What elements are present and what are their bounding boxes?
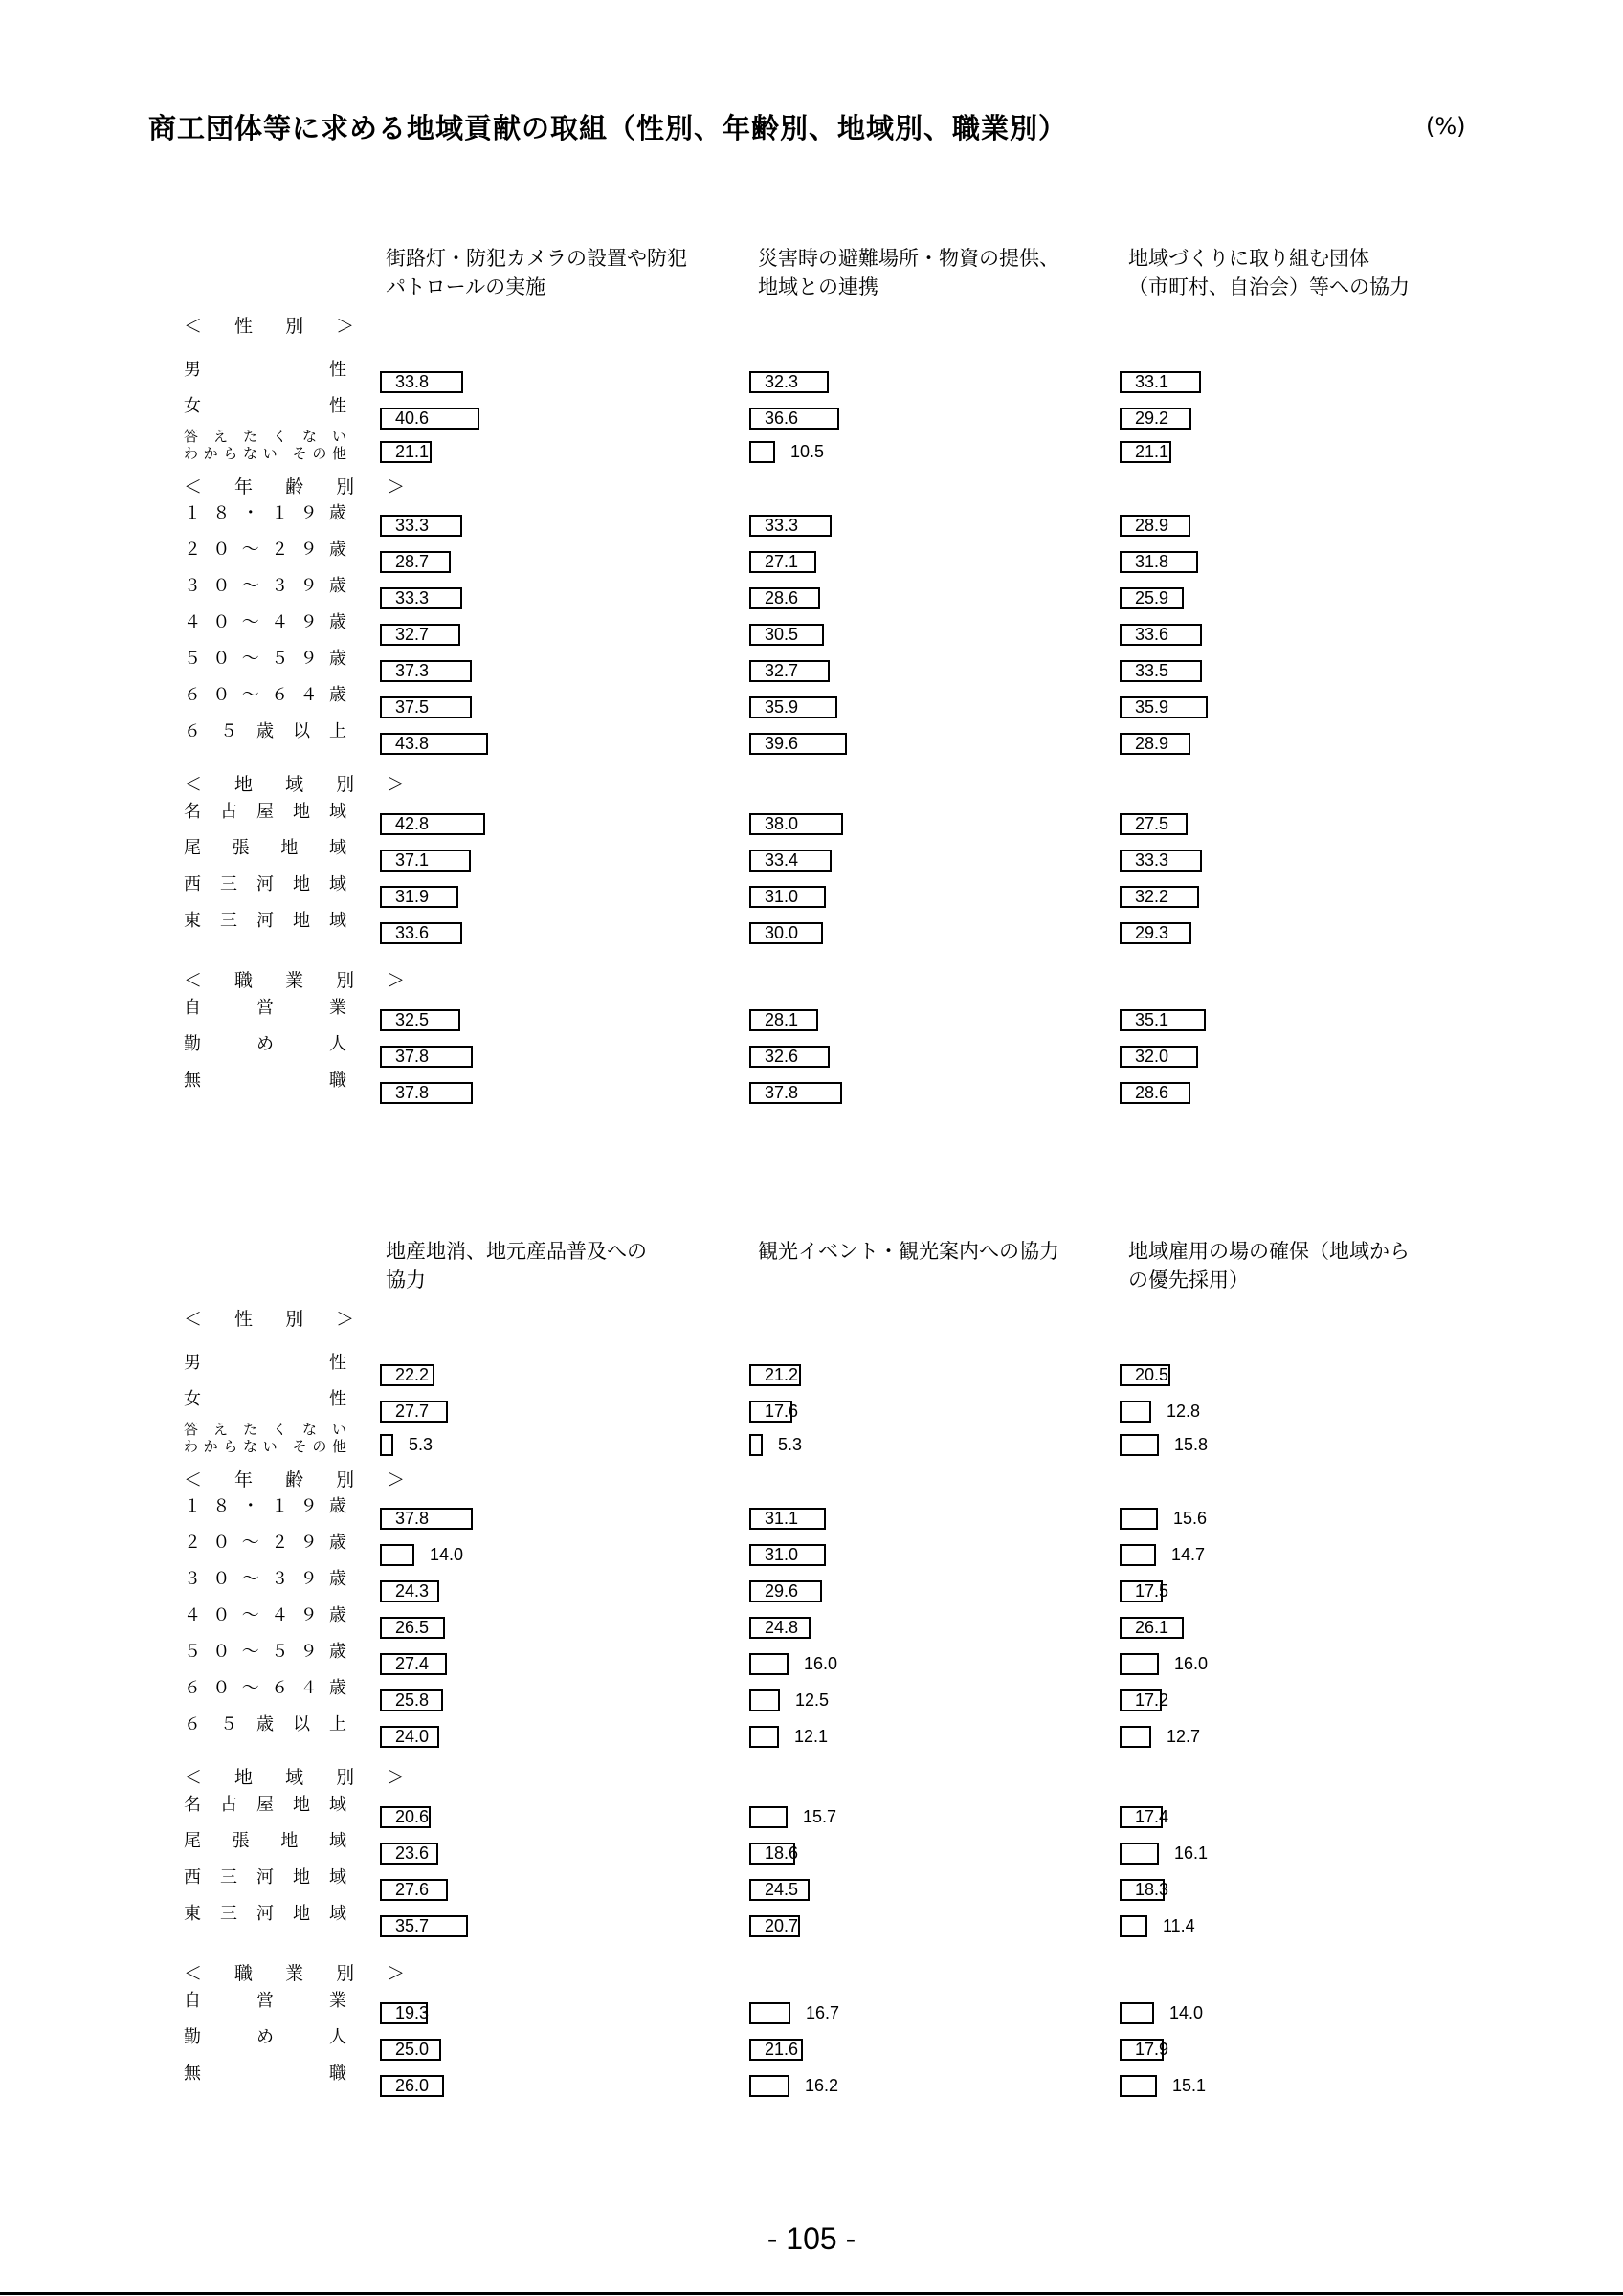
bar-value-label: 21.2 bbox=[765, 1365, 799, 1384]
bar-value-label: 33.6 bbox=[1135, 625, 1169, 644]
bar-value-label: 37.1 bbox=[395, 850, 430, 870]
row-label: ５０～５９歳 bbox=[184, 1642, 346, 1662]
bar bbox=[1120, 1915, 1147, 1937]
row-label: 答えたくない bbox=[184, 428, 346, 445]
bar-value-label: 28.1 bbox=[765, 1010, 799, 1029]
group-label: ＜ 性 別 ＞ bbox=[184, 1309, 368, 1330]
row-label: 勤め人 bbox=[184, 2027, 346, 2047]
bar-value-label: 24.0 bbox=[395, 1727, 430, 1746]
series-header-line: 協力 bbox=[386, 1269, 426, 1292]
bar-value-label: 28.7 bbox=[395, 552, 430, 571]
bar-value-label: 43.8 bbox=[395, 734, 430, 753]
row-label: ５０～５９歳 bbox=[184, 649, 346, 669]
row-label: ６０～６４歳 bbox=[184, 1678, 346, 1698]
bar bbox=[380, 1544, 414, 1566]
bar-value-label: 35.1 bbox=[1135, 1010, 1169, 1029]
bar-value-label: 32.7 bbox=[395, 625, 430, 644]
bar bbox=[1120, 1434, 1159, 1456]
row-label: 勤め人 bbox=[184, 1034, 346, 1054]
bar-value-label: 33.1 bbox=[1135, 372, 1169, 391]
row-label: １８・１９歳 bbox=[184, 1496, 346, 1516]
series-header-line: 地域づくりに取り組む団体 bbox=[1128, 247, 1369, 270]
bar-value-label: 12.7 bbox=[1167, 1727, 1201, 1746]
bar-value-label: 16.7 bbox=[806, 2003, 840, 2022]
row-label: 尾張地域 bbox=[184, 1831, 346, 1851]
bar-value-label: 16.2 bbox=[805, 2076, 839, 2095]
bar-value-label: 32.7 bbox=[765, 661, 799, 680]
bar-value-label: 26.5 bbox=[395, 1618, 430, 1637]
bar-value-label: 33.3 bbox=[395, 516, 430, 535]
bar-value-label: 14.7 bbox=[1171, 1545, 1206, 1564]
bar-value-label: 30.5 bbox=[765, 625, 799, 644]
series-header-line: 街路灯・防犯カメラの設置や防犯 bbox=[386, 247, 687, 270]
series-header-1-3 bbox=[1128, 244, 1410, 301]
group-label: ＜ 地 域 別 ＞ bbox=[184, 1767, 419, 1788]
bar bbox=[749, 1726, 779, 1748]
series-header-line: の優先採用） bbox=[1128, 1269, 1249, 1292]
bar-value-label: 33.5 bbox=[1135, 661, 1169, 680]
bar-value-label: 31.9 bbox=[395, 887, 430, 906]
bar-value-label: 24.3 bbox=[395, 1581, 430, 1601]
series-header-2-3 bbox=[1128, 1237, 1410, 1294]
series-header-line: 災害時の避難場所・物資の提供、 bbox=[758, 247, 1059, 270]
bar-value-label: 20.5 bbox=[1135, 1365, 1169, 1384]
bar-value-label: 35.7 bbox=[395, 1916, 430, 1935]
bar-value-label: 5.3 bbox=[778, 1435, 803, 1454]
page-number: - 105 - bbox=[767, 2221, 856, 2256]
row-label: わからない その他 bbox=[184, 1438, 346, 1455]
bar-value-label: 35.9 bbox=[1135, 697, 1169, 717]
bar-value-label: 31.0 bbox=[765, 887, 799, 906]
bar-value-label: 10.5 bbox=[790, 442, 825, 461]
bar bbox=[1120, 1726, 1151, 1748]
bar-value-label: 32.3 bbox=[765, 372, 799, 391]
row-label: ６５歳以上 bbox=[184, 721, 346, 741]
row-label: ４０～４９歳 bbox=[184, 1605, 346, 1625]
bar-value-label: 31.0 bbox=[765, 1545, 799, 1564]
row-label: 自営業 bbox=[184, 998, 346, 1018]
series-header-2-2 bbox=[758, 1237, 1059, 1266]
bar-value-label: 17.9 bbox=[1135, 2040, 1169, 2059]
bar bbox=[749, 1689, 780, 1711]
row-label: 自営業 bbox=[184, 1991, 346, 2011]
bar-value-label: 33.6 bbox=[395, 923, 430, 942]
row-label: 女 性 bbox=[184, 1389, 346, 1409]
bar-value-label: 38.0 bbox=[765, 814, 799, 833]
series-header-line: 観光イベント・観光案内への協力 bbox=[758, 1240, 1059, 1263]
series-header-1-2 bbox=[758, 244, 1059, 301]
bar-value-label: 33.4 bbox=[765, 850, 799, 870]
group-label: ＜ 年 齢 別 ＞ bbox=[184, 476, 419, 497]
bar-value-label: 24.8 bbox=[765, 1618, 799, 1637]
bar-value-label: 28.9 bbox=[1135, 734, 1169, 753]
bar-value-label: 26.0 bbox=[395, 2076, 430, 2095]
bar-value-label: 15.8 bbox=[1174, 1435, 1209, 1454]
bar-value-label: 36.6 bbox=[765, 408, 799, 428]
bar-value-label: 42.8 bbox=[395, 814, 430, 833]
bar-value-label: 5.3 bbox=[409, 1435, 434, 1454]
bar-value-label: 15.6 bbox=[1173, 1509, 1208, 1528]
group-label: ＜ 地 域 別 ＞ bbox=[184, 774, 419, 795]
bar-value-label: 32.0 bbox=[1135, 1047, 1169, 1066]
bar-value-label: 28.9 bbox=[1135, 516, 1169, 535]
series-header-2-1 bbox=[386, 1237, 647, 1294]
bar-value-label: 14.0 bbox=[430, 1545, 464, 1564]
bar-value-label: 33.8 bbox=[395, 372, 430, 391]
bar-value-label: 20.7 bbox=[765, 1916, 799, 1935]
bar-value-label: 12.8 bbox=[1167, 1402, 1201, 1421]
bar bbox=[1120, 1544, 1156, 1566]
bar-value-label: 29.3 bbox=[1135, 923, 1169, 942]
row-label: 無職 bbox=[184, 1071, 346, 1091]
bar-value-label: 25.8 bbox=[395, 1690, 430, 1710]
bar-value-label: 33.3 bbox=[765, 516, 799, 535]
bar-value-label: 21.1 bbox=[395, 442, 430, 461]
bar bbox=[749, 1434, 763, 1456]
row-label: 無職 bbox=[184, 2064, 346, 2084]
row-label: 名古屋地域 bbox=[184, 1795, 346, 1815]
bar bbox=[749, 2002, 790, 2024]
bar-value-label: 31.8 bbox=[1135, 552, 1169, 571]
group-label: ＜ 職 業 別 ＞ bbox=[184, 1963, 419, 1984]
bar-value-label: 17.4 bbox=[1135, 1807, 1169, 1826]
bar-value-label: 26.1 bbox=[1135, 1618, 1169, 1637]
row-label: 東三河地域 bbox=[184, 1904, 346, 1924]
bar-value-label: 12.1 bbox=[794, 1727, 829, 1746]
row-label: 西三河地域 bbox=[184, 874, 346, 894]
bar bbox=[1120, 1843, 1159, 1865]
bar-value-label: 39.6 bbox=[765, 734, 799, 753]
bar-value-label: 32.6 bbox=[765, 1047, 799, 1066]
bar-value-label: 37.8 bbox=[765, 1083, 799, 1102]
bar-value-label: 29.2 bbox=[1135, 408, 1169, 428]
row-label: 女 性 bbox=[184, 396, 346, 416]
row-label: ２０～２９歳 bbox=[184, 1533, 346, 1553]
bar-value-label: 18.3 bbox=[1135, 1880, 1169, 1899]
bar-value-label: 17.6 bbox=[765, 1402, 799, 1421]
series-header-line: 地産地消、地元産品普及への bbox=[386, 1240, 647, 1263]
group-label: ＜ 職 業 別 ＞ bbox=[184, 970, 419, 991]
row-label: 答えたくない bbox=[184, 1421, 346, 1438]
row-label: ６０～６４歳 bbox=[184, 685, 346, 705]
bar-value-label: 21.6 bbox=[765, 2040, 799, 2059]
bar-value-label: 25.9 bbox=[1135, 588, 1169, 607]
bar-value-label: 40.6 bbox=[395, 408, 430, 428]
row-label: ４０～４９歳 bbox=[184, 612, 346, 632]
series-header-line: （市町村、自治会）等への協力 bbox=[1128, 276, 1410, 298]
bar-value-label: 33.3 bbox=[395, 588, 430, 607]
bar-value-label: 37.8 bbox=[395, 1083, 430, 1102]
bar-value-label: 14.0 bbox=[1169, 2003, 1204, 2022]
bar-value-label: 27.6 bbox=[395, 1880, 430, 1899]
bar-value-label: 27.1 bbox=[765, 552, 799, 571]
bar-value-label: 28.6 bbox=[1135, 1083, 1169, 1102]
row-label: 尾張地域 bbox=[184, 838, 346, 858]
bar-value-label: 16.0 bbox=[804, 1654, 838, 1673]
bar-value-label: 35.9 bbox=[765, 697, 799, 717]
series-header-1-1 bbox=[386, 244, 687, 301]
bar bbox=[1120, 2002, 1154, 2024]
unit-label: (%) bbox=[1426, 113, 1466, 140]
bar-value-label: 11.4 bbox=[1163, 1916, 1195, 1935]
row-label: ２０～２９歳 bbox=[184, 540, 346, 560]
bar-value-label: 37.5 bbox=[395, 697, 430, 717]
row-label: 男 性 bbox=[184, 360, 346, 380]
bar-value-label: 37.8 bbox=[395, 1509, 430, 1528]
bar-value-label: 16.1 bbox=[1174, 1843, 1209, 1863]
bar-value-label: 37.3 bbox=[395, 661, 430, 680]
row-label: わからない その他 bbox=[184, 445, 346, 462]
bar-value-label: 33.3 bbox=[1135, 850, 1169, 870]
bar-value-label: 22.2 bbox=[395, 1365, 430, 1384]
bar-value-label: 15.7 bbox=[803, 1807, 837, 1826]
row-label: 名古屋地域 bbox=[184, 802, 346, 822]
bar-value-label: 25.0 bbox=[395, 2040, 430, 2059]
bar-value-label: 15.1 bbox=[1172, 2076, 1207, 2095]
group-label: ＜ 性 別 ＞ bbox=[184, 316, 368, 337]
bar-value-label: 27.5 bbox=[1135, 814, 1169, 833]
bar-value-label: 16.0 bbox=[1174, 1654, 1209, 1673]
series-header-line: パトロールの実施 bbox=[386, 276, 546, 298]
bar-value-label: 24.5 bbox=[765, 1880, 799, 1899]
group-label: ＜ 年 齢 別 ＞ bbox=[184, 1469, 419, 1490]
bar bbox=[1120, 2075, 1157, 2097]
bar-value-label: 12.5 bbox=[795, 1690, 830, 1710]
row-label: 男 性 bbox=[184, 1353, 346, 1373]
bar-value-label: 31.1 bbox=[765, 1509, 799, 1528]
bar-value-label: 19.3 bbox=[395, 2003, 430, 2022]
bar-value-label: 30.0 bbox=[765, 923, 799, 942]
bar-value-label: 27.7 bbox=[395, 1402, 430, 1421]
bar-value-label: 17.2 bbox=[1135, 1690, 1169, 1710]
row-label: ６５歳以上 bbox=[184, 1714, 346, 1734]
series-header-line: 地域との連携 bbox=[758, 276, 878, 298]
bar-value-label: 32.5 bbox=[395, 1010, 430, 1029]
bar-value-label: 28.6 bbox=[765, 588, 799, 607]
row-label: ３０～３９歳 bbox=[184, 576, 346, 596]
page-bottom-rule bbox=[0, 2292, 1623, 2295]
bar bbox=[749, 2075, 789, 2097]
bar bbox=[380, 1434, 393, 1456]
series-header-line: 地域雇用の場の確保（地域から bbox=[1128, 1240, 1410, 1263]
row-label: ３０～３９歳 bbox=[184, 1569, 346, 1589]
bar-value-label: 17.5 bbox=[1135, 1581, 1169, 1601]
row-label: １８・１９歳 bbox=[184, 503, 346, 523]
row-label: 東三河地域 bbox=[184, 911, 346, 931]
bar bbox=[749, 1653, 789, 1675]
page-title: 商工団体等に求める地域貢献の取組（性別、年齢別、地域別、職業別） bbox=[148, 112, 1068, 144]
bar-value-label: 29.6 bbox=[765, 1581, 799, 1601]
bar-value-label: 37.8 bbox=[395, 1047, 430, 1066]
bar-value-label: 20.6 bbox=[395, 1807, 430, 1826]
bar-value-label: 32.2 bbox=[1135, 887, 1169, 906]
bar-value-label: 23.6 bbox=[395, 1843, 430, 1863]
row-label: 西三河地域 bbox=[184, 1867, 346, 1888]
bar bbox=[1120, 1401, 1151, 1423]
bar-value-label: 18.6 bbox=[765, 1843, 799, 1863]
bar bbox=[1120, 1653, 1159, 1675]
bar bbox=[1120, 1508, 1158, 1530]
bar bbox=[749, 1806, 788, 1828]
bar-value-label: 27.4 bbox=[395, 1654, 430, 1673]
bar bbox=[749, 441, 775, 463]
bar-value-label: 21.1 bbox=[1135, 442, 1169, 461]
